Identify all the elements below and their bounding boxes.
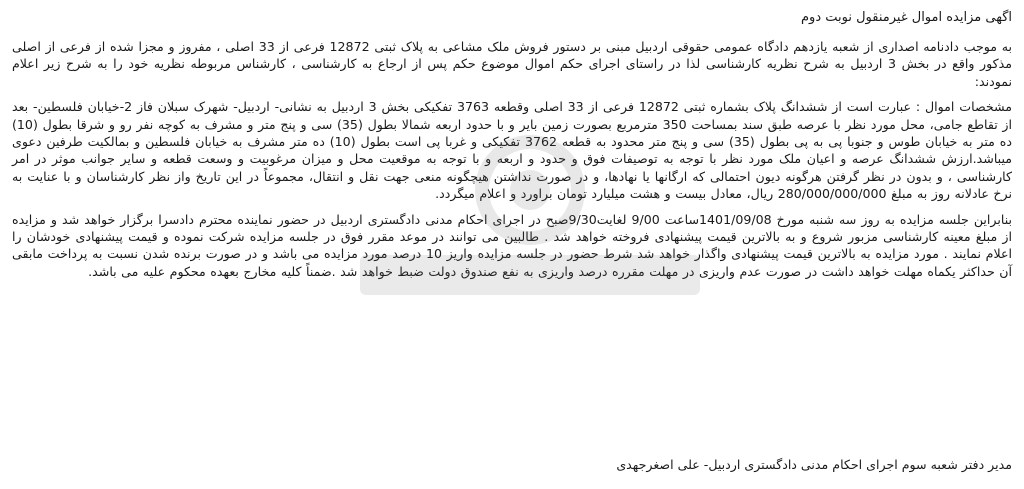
- notice-title: اگهی مزایده اموال غیرمنقول نوبت دوم: [801, 10, 1012, 25]
- notice-signature: مدیر دفتر شعبه سوم اجرای احکام مدنی دادگستری اردبیل- علی اصغرجهدی: [616, 457, 1012, 472]
- notice-paragraph-property-specs: مشخصات اموال : عبارت است از ششدانگ پلاک بشماره ثبتی 12872 فرعی از 33 اصلی وقطعه 3763 تفکیکی بخش 3 اردبیل به نشانی- اردبیل- شهرک سبلان فاز 2-خیابان فلسطین- بعد از تقاطع جامی، محل مورد نظر با عرصه طبق سند بمساحت 350 مترمربع بصورت زمین بایر و با حدود اربعه شمالا بطول (35) سی و پنج متر و مشرف به کوچه نفر رو و شرقا بطول (10) ده متر به خیابان طوس و جنوبا پی به پی بطول (35) سی و پنج متر محدود به قطعه 3762 تفکیکی و غربا پی است بطول (10) ده متر مشرف به خیابان فلسطین و بمالکیت طرفین دعوی میباشد.ارزش ششدانگ عرصه و اعیان ملک مورد نظر با توجه به توصیفات فوق و حدود و اربعه و با توجه به موقعیت محل و میزان مرغوبیت و وسعت قطعه و سایر جوانب موثر در امر کارشناسی ، و بدون در نظر گرفتن هرگونه دیون احتمالی که ارگانها یا نهادها، و در صورت نداشتن هیچگونه منعی جهت نقل و انتقال، مجموعاً در این تاریخ واز نظر کارشناسان و با عنایت به نرخ عادلانه روز به مبلغ 280/000/000/000 ریال، معادل بیست و هشت میلیارد تومان براورد و اعلام میگردد.: [12, 99, 1012, 202]
- notice-paragraph-auction-terms: بنابراین جلسه مزایده به روز سه شنبه مورخ 1401/09/08ساعت 9/00 لغایت9/30صبح در اجرای احکام مدنی دادگستری اردبیل در حضور نماینده محترم دادسرا برگزار خواهد شد و مزایده از مبلغ معینه کارشناسی مزبور شروع و به بالاترین قیمت پیشنهادی فروخته خواهد شد . طالبین می توانند در موعد مقرر فوق در جلسه مزایده شرکت نموده و قیمت پیشنهادی خودشان را اعلام نمایند . مورد مزایده به بالاترین قیمت پیشنهادی واگذار خواهد شد شرط حضور در جلسه مزایده واریز 10 درصد مورد مزایده می باشد و در صورت برنده شدن نسبت به پرداخت مابقی آن حداکثر یکماه مهلت خواهد داشت در صورت عدم واریزی در مهلت مقرره درصد واریزی به نفع صندوق دولت ضبط خواهد شد .ضمناً کلیه مخارج بعهده محکوم علیه می باشد.: [12, 211, 1013, 279]
- notice-paragraph-intro: به موجب دادنامه اصداری از شعبه یازدهم دادگاه عمومی حقوقی اردبیل مبنی بر دستور فروش ملک مشاعی به پلاک ثبتی 12872 فرعی از 33 اصلی ، مفروز و مجزا شده از فرعی از اصلی مذکور واقع در بخش 3 اردبیل به شرح نظریه کارشناسی لذا در راستای اجرای حکم اموال موضوع حکم پس از ارجاع به کارشناسی ، کارشناس مربوطه نظریه خود را به شرح زیر اعلام نمودند:: [12, 39, 1012, 89]
